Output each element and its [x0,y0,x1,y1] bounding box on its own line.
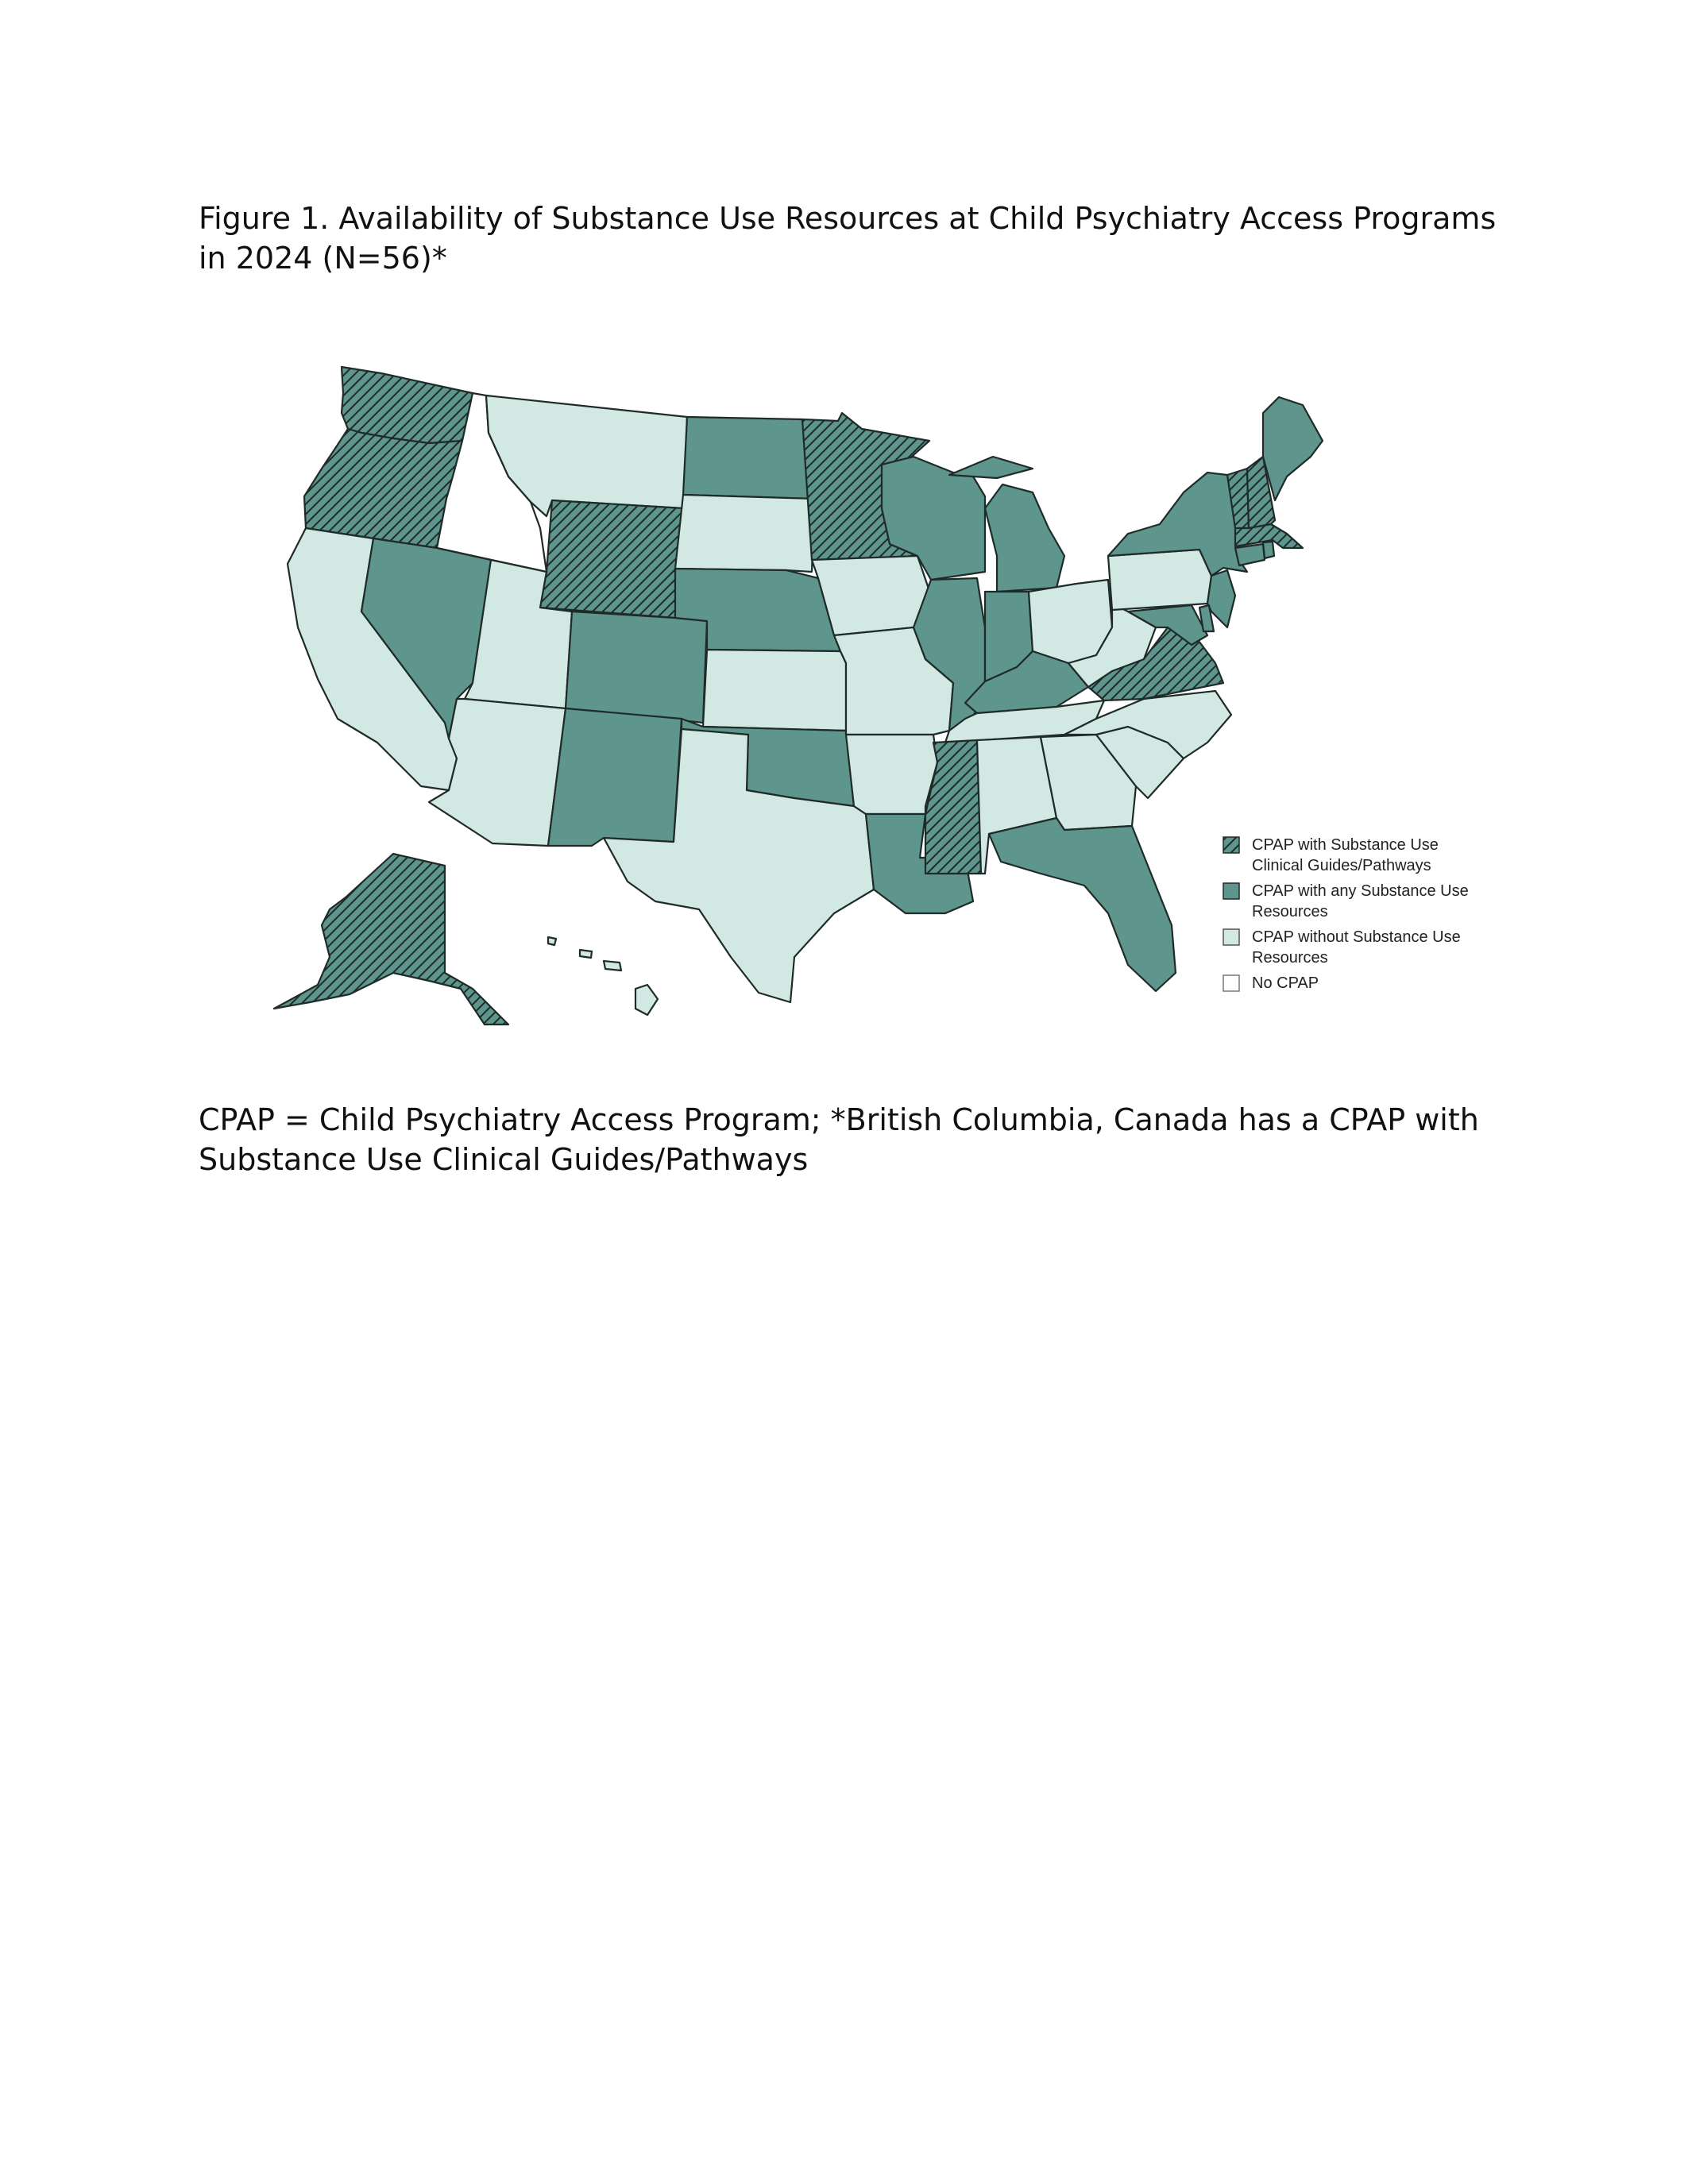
state-WA [342,367,473,443]
legend-label: No CPAP [1252,974,1319,992]
state-ND [683,417,814,499]
state-ME [1263,397,1323,500]
legend-label: Resources [1252,903,1328,920]
state-HI [548,937,658,1015]
legend-label: CPAP with Substance Use [1252,836,1439,854]
state-AK [274,854,508,1024]
state-RI [1263,542,1274,558]
legend-label: CPAP without Substance Use [1252,928,1461,946]
state-AR [846,735,937,814]
legend-item-guides [1223,836,1439,874]
state-PA [1108,550,1211,610]
state-WY [540,500,683,618]
state-KS [703,650,846,731]
state-SD [675,495,814,572]
legend-item-none [1223,928,1461,967]
figure-title: Figure 1. Availability of Substance Use Resources at Child Psychiatry Access Programs in 2024 (N=56)* [199,201,1497,276]
state-OR [304,429,462,548]
state-CT [1235,544,1265,565]
figure-note: CPAP = Child Psychiatry Access Program; *British Columbia, Canada has a CPAP with Substance Use Clinical Guides/Pathways [199,1102,1479,1177]
legend-label: Clinical Guides/Pathways [1252,857,1431,874]
legend-label: Resources [1252,949,1328,967]
legend-item-nocpap [1223,974,1319,992]
legend-label: CPAP with any Substance Use [1252,882,1469,900]
state-CO [566,612,707,723]
state-FL [989,818,1176,991]
state-NM [548,708,682,846]
legend [1223,836,1469,992]
legend-item-any [1223,882,1469,920]
